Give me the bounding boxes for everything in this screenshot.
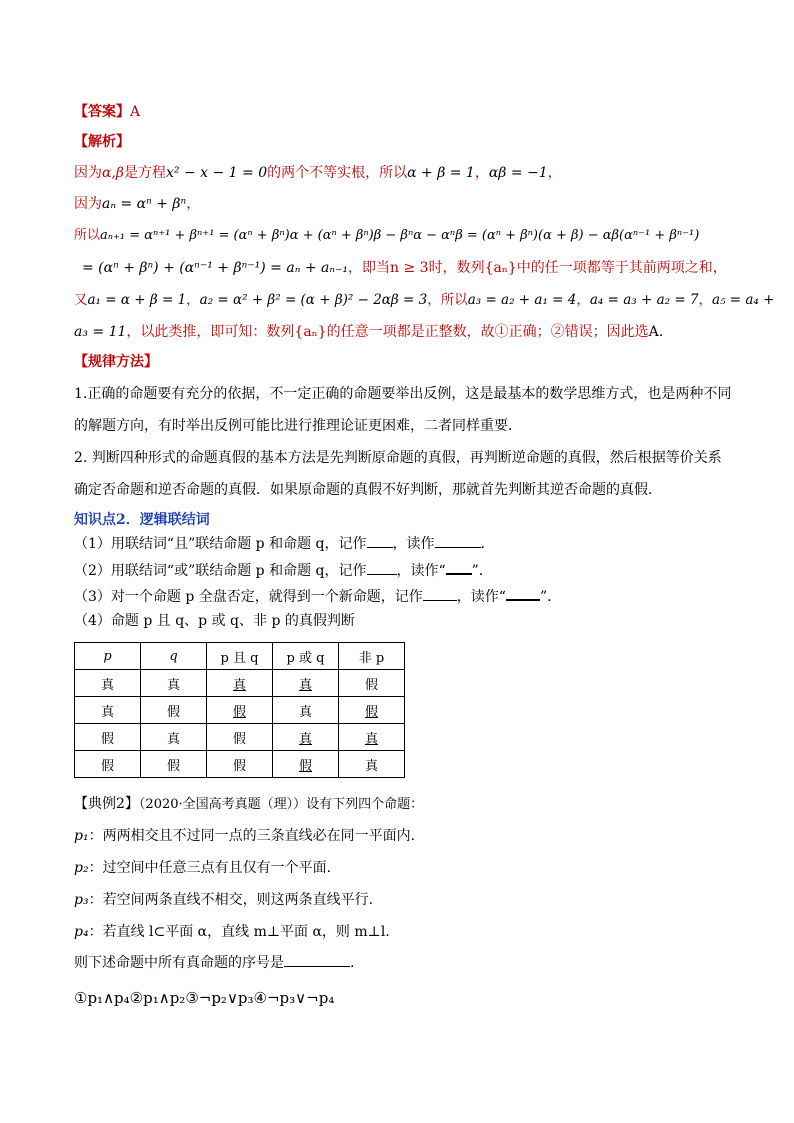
analysis-label-line <box>74 132 130 152</box>
answer-blank[interactable] <box>367 533 393 548</box>
example-header <box>74 794 423 815</box>
table-header: q <box>141 643 207 670</box>
proposition-name: p₄ <box>74 924 89 940</box>
text: A. <box>648 324 664 340</box>
text: ． <box>480 536 495 552</box>
answer-value: A <box>130 104 141 120</box>
math-equation: = (αⁿ + βⁿ) + (αⁿ⁻¹ + βⁿ⁻¹) = aₙ + aₙ₋₁ <box>82 260 349 276</box>
proposition-text: ：两两相交且不过同一点的三条直线必在同一平面内. <box>88 828 416 844</box>
table-cell: 假 <box>75 751 141 778</box>
proposition-p1 <box>74 826 415 846</box>
proposition-name: p₁ <box>74 828 89 844</box>
text: ，读作 <box>392 536 435 552</box>
table-cell: 假 <box>273 751 339 778</box>
method-label: 【规律方法】 <box>74 354 158 370</box>
answer-blank[interactable] <box>446 559 472 575</box>
analysis-line-1 <box>74 163 562 183</box>
table-cell: 真 <box>273 724 339 751</box>
text: ，读作“ <box>456 589 506 605</box>
text: ，以此类推，即可知：数列{aₙ}的任意一项都是正整数，故①正确；②错误；因此选 <box>126 324 649 340</box>
text: ，所以 <box>427 292 468 308</box>
table-cell: 真 <box>141 670 207 697</box>
analysis-line-2 <box>74 194 200 214</box>
analysis-label: 【解析】 <box>74 134 130 150</box>
example-options: ①p₁∧p₄②p₁∧p₂③¬p₂∨p₃④¬p₃∨¬p₄ <box>74 989 335 1007</box>
text: ， <box>698 292 713 308</box>
proposition-text: ：过空间中任意三点有且仅有一个平面. <box>88 860 332 876</box>
math: a₄ = a₃ + a₂ = 7 <box>589 292 699 308</box>
answer-line <box>74 102 140 122</box>
text: ， <box>576 292 590 308</box>
table-row <box>75 751 405 778</box>
answer-blank[interactable] <box>284 952 350 967</box>
math: a₃ = a₂ + a₁ = 4 <box>467 292 577 308</box>
proposition-p2 <box>74 858 331 878</box>
knowledge-item-2 <box>74 559 493 581</box>
math-equation: aₙ = αⁿ + βⁿ <box>102 196 187 212</box>
knowledge-item-3 <box>74 585 561 607</box>
example-source: （2020·全国高考真题（理））设有下列四个命题： <box>138 797 424 812</box>
answer-blank[interactable] <box>506 585 540 601</box>
text: ， <box>474 165 489 181</box>
text: 是方程 <box>124 165 166 181</box>
text: （1）用联结词“且”联结命题 p 和命题 q，记作 <box>74 536 367 552</box>
answer-blank[interactable] <box>435 533 481 548</box>
table-cell: 真 <box>273 697 339 724</box>
proposition-p3 <box>74 890 373 910</box>
analysis-line-3 <box>74 226 699 246</box>
table-cell: 假 <box>207 697 273 724</box>
text: 又 <box>74 292 88 308</box>
table-row <box>75 670 405 697</box>
method-p1-line1: 1.正确的命题要有充分的依据，不一定正确的命题要举出反例，这是最基本的数学思维方式，也是两种不同 <box>74 386 732 402</box>
answer-blank[interactable] <box>423 586 457 601</box>
example-label: 【典例2】 <box>74 796 139 812</box>
proposition-text: ：若空间两条直线不相交，则这两条直线平行. <box>88 892 374 908</box>
analysis-line-5 <box>74 290 774 310</box>
table-cell: 假 <box>141 751 207 778</box>
text: ，即当n ≥ 3时，数列{aₙ}中的任一项都等于其前两项之和， <box>348 260 727 276</box>
answer-label: 【答案】 <box>74 104 130 120</box>
proposition-name: p₃ <box>74 892 89 908</box>
math-equation: x² − x − 1 = 0 <box>166 165 268 181</box>
method-p1-line2: 的解题方向，有时举出反例可能比进行推理论证更困难，二者同样重要． <box>74 418 522 434</box>
table-header-row <box>75 643 405 670</box>
math: a₃ = 11 <box>74 324 127 340</box>
text: ， <box>547 165 562 181</box>
method-p2-line2: 确定否命题和逆否命题的真假．如果原命题的真假不好判断，那就首先判断其逆否命题的真假． <box>74 482 662 498</box>
table-cell: 真 <box>339 724 405 751</box>
math: a₅ = a₄ + <box>712 292 775 308</box>
text: 的两个不等实根，所以 <box>267 165 408 181</box>
knowledge-title: 知识点2．逻辑联结词 <box>74 512 210 528</box>
method-p2-line1: 2. 判断四种形式的命题真假的基本方法是先判断原命题的真假，再判断逆命题的真假，然后根据等价关系 <box>74 450 722 466</box>
question-text: 则下述命题中所有真命题的序号是 <box>74 955 284 971</box>
knowledge-item-1 <box>74 533 495 554</box>
table-cell: 假 <box>75 724 141 751</box>
knowledge-item-4: （4）命题 p 且 q、p 或 q、非 p 的真假判断 <box>74 613 355 629</box>
math: a₂ = α² + β² = (α + β)² − 2αβ = 3 <box>199 292 428 308</box>
proposition-text: ：若直线 l⊂平面 α，直线 m⊥平面 α，则 m⊥l. <box>88 924 390 940</box>
table-cell: 假 <box>141 697 207 724</box>
table-cell: 真 <box>273 670 339 697</box>
math: α + β = 1 <box>407 165 475 181</box>
answer-blank[interactable] <box>367 560 397 575</box>
table-row <box>75 724 405 751</box>
table-cell: 真 <box>141 724 207 751</box>
table-header: p <box>75 643 141 670</box>
truth-table <box>74 642 405 778</box>
text: 所以 <box>74 228 101 243</box>
table-row <box>75 697 405 724</box>
example-question <box>74 952 354 973</box>
text: ”． <box>539 589 562 605</box>
proposition-name: p₂ <box>74 860 89 876</box>
proposition-p4 <box>74 922 390 942</box>
table-cell: 假 <box>207 751 273 778</box>
text: . <box>350 955 355 971</box>
table-cell: 真 <box>207 670 273 697</box>
analysis-line-4 <box>82 258 727 278</box>
text: ”． <box>471 563 493 579</box>
text: ， <box>186 292 200 308</box>
table-cell: 假 <box>339 697 405 724</box>
text: （2）用联结词“或”联结命题 p 和命题 q，记作 <box>74 563 367 579</box>
table-header: p 或 q <box>273 643 339 670</box>
text: 因为 <box>74 196 102 212</box>
table-cell: 假 <box>207 724 273 751</box>
math: αβ = −1 <box>488 165 548 181</box>
table-cell: 真 <box>339 751 405 778</box>
table-header: 非 p <box>339 643 405 670</box>
analysis-line-6 <box>74 322 663 342</box>
math-equation: aₙ₊₁ = αⁿ⁺¹ + βⁿ⁺¹ = (αⁿ + βⁿ)α + (αⁿ + βⁿ)β − βⁿα − αⁿβ = (αⁿ + βⁿ)(α + β) − αβ(αⁿ⁻¹ + βⁿ⁻¹) <box>100 228 700 243</box>
math: α,β <box>102 165 124 181</box>
math: a₁ = α + β = 1 <box>87 292 187 308</box>
text: ，读作“ <box>396 563 446 579</box>
text: ， <box>186 196 201 212</box>
table-cell: 真 <box>75 670 141 697</box>
table-cell: 假 <box>339 670 405 697</box>
table-header: p 且 q <box>207 643 273 670</box>
method-label-line <box>74 352 158 372</box>
text: 因为 <box>74 165 102 181</box>
table-cell: 真 <box>75 697 141 724</box>
text: （3）对一个命题 p 全盘否定，就得到一个新命题，记作 <box>74 589 423 605</box>
